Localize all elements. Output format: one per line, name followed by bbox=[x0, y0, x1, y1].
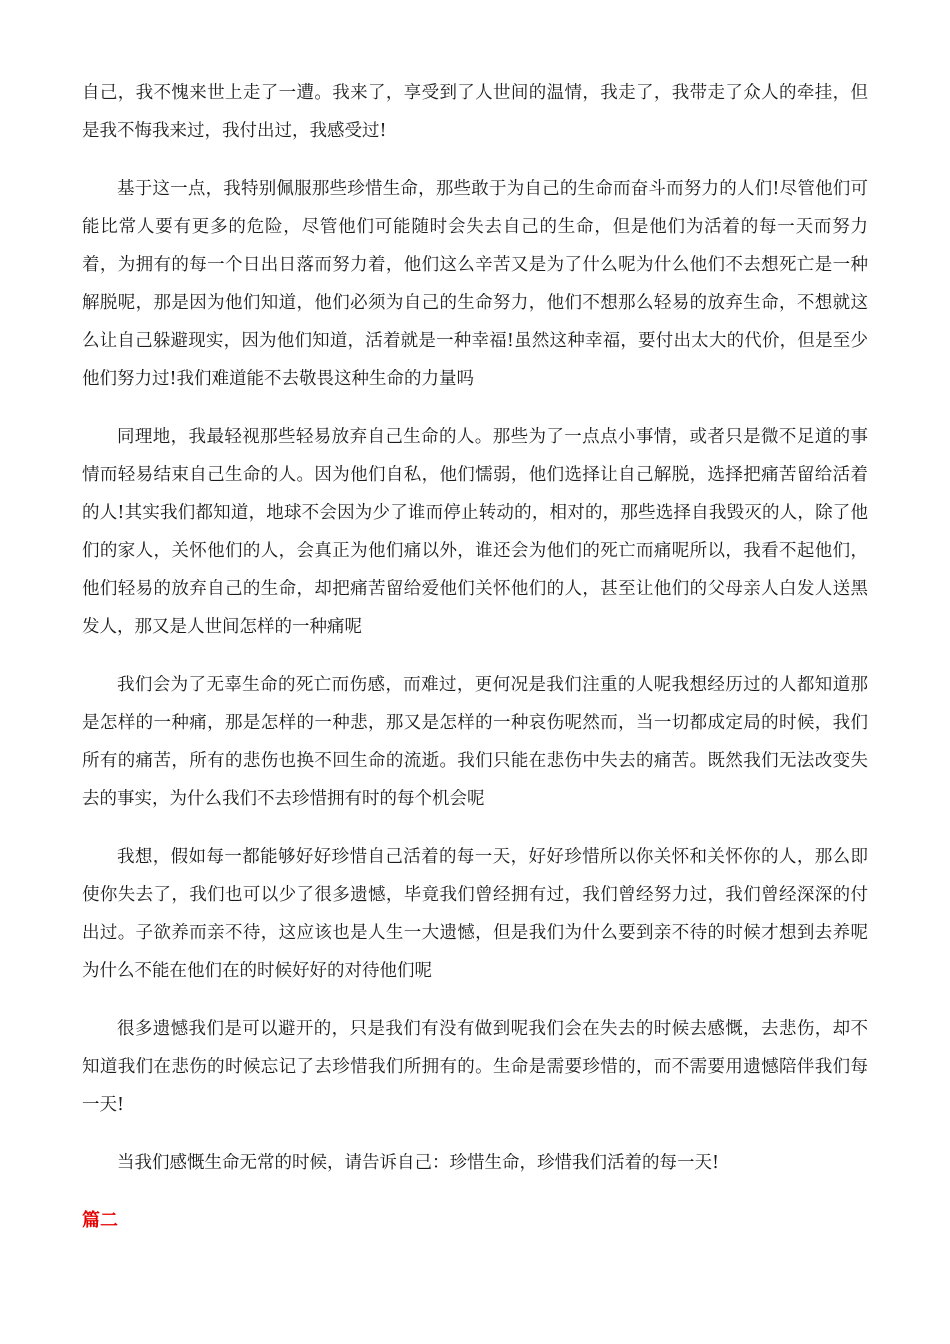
section-heading: 篇二 bbox=[82, 1210, 118, 1231]
paragraph: 我想，假如每一都能够好好珍惜自己活着的每一天，好好珍惜所以你关怀和关怀你的人，那么即使你失去了，我们也可以少了很多遗憾，毕竟我们曾经拥有过，我们曾经努力过，我们曾经深深的付出过。子欲养而亲不待，这应该也是人生一大遗憾，但是我们为什么要到亲不待的时候才想到去养呢为什么不能在他们在的时候好好的对待他们呢 bbox=[82, 847, 868, 981]
paragraph: 我们会为了无辜生命的死亡而伤感，而难过，更何况是我们注重的人呢我想经历过的人都知道那是怎样的一种痛，那是怎样的一种悲，那又是怎样的一种哀伤呢然而，当一切都成定局的时候，我们所有的痛苦，所有的悲伤也换不回生命的流逝。我们只能在悲伤中失去的痛苦。既然我们无法改变失去的事实，为什么我们不去珍惜拥有时的每个机会呢 bbox=[82, 675, 868, 809]
paragraph: 基于这一点，我特别佩服那些珍惜生命，那些敢于为自己的生命而奋斗而努力的人们!尽管他们可能比常人要有更多的危险，尽管他们可能随时会失去自己的生命，但是他们为活着的每一天而努力着，为拥有的每一个日出日落而努力着，他们这么辛苦又是为了什么呢为什么他们不去想死亡是一种解脱呢，那是因为他们知道，他们必须为自己的生命努力，他们不想那么轻易的放弃生命，不想就这么让自己躲避现实，因为他们知道，活着就是一种幸福!虽然这种幸福，要付出太大的代价，但是至少他们努力过!我们难道能不去敬畏这种生命的力量吗 bbox=[82, 179, 868, 389]
document-body bbox=[82, 74, 868, 1240]
paragraph: 同理地，我最轻视那些轻易放弃自己生命的人。那些为了一点点小事情，或者只是微不足道的事情而轻易结束自己生命的人。因为他们自私，他们懦弱，他们选择让自己解脱，选择把痛苦留给活着的人!其实我们都知道，地球不会因为少了谁而停止转动的，相对的，那些选择自我毁灭的人，除了他们的家人，关怀他们的人，会真正为他们痛以外，谁还会为他们的死亡而痛呢所以，我看不起他们，他们轻易的放弃自己的生命，却把痛苦留给爱他们关怀他们的人，甚至让他们的父母亲人白发人送黑发人，那又是人世间怎样的一种痛呢 bbox=[82, 427, 868, 637]
paragraph: 很多遗憾我们是可以避开的，只是我们有没有做到呢我们会在失去的时候去感慨，去悲伤，却不知道我们在悲伤的时候忘记了去珍惜我们所拥有的。生命是需要珍惜的，而不需要用遗憾陪伴我们每一天! bbox=[82, 1019, 868, 1115]
paragraph: 当我们感慨生命无常的时候，请告诉自己：珍惜生命，珍惜我们活着的每一天! bbox=[117, 1153, 720, 1173]
paragraph-continuation: 自己，我不愧来世上走了一遭。我来了，享受到了人世间的温情，我走了，我带走了众人的牵挂，但是我不悔我来过，我付出过，我感受过! bbox=[82, 83, 868, 141]
